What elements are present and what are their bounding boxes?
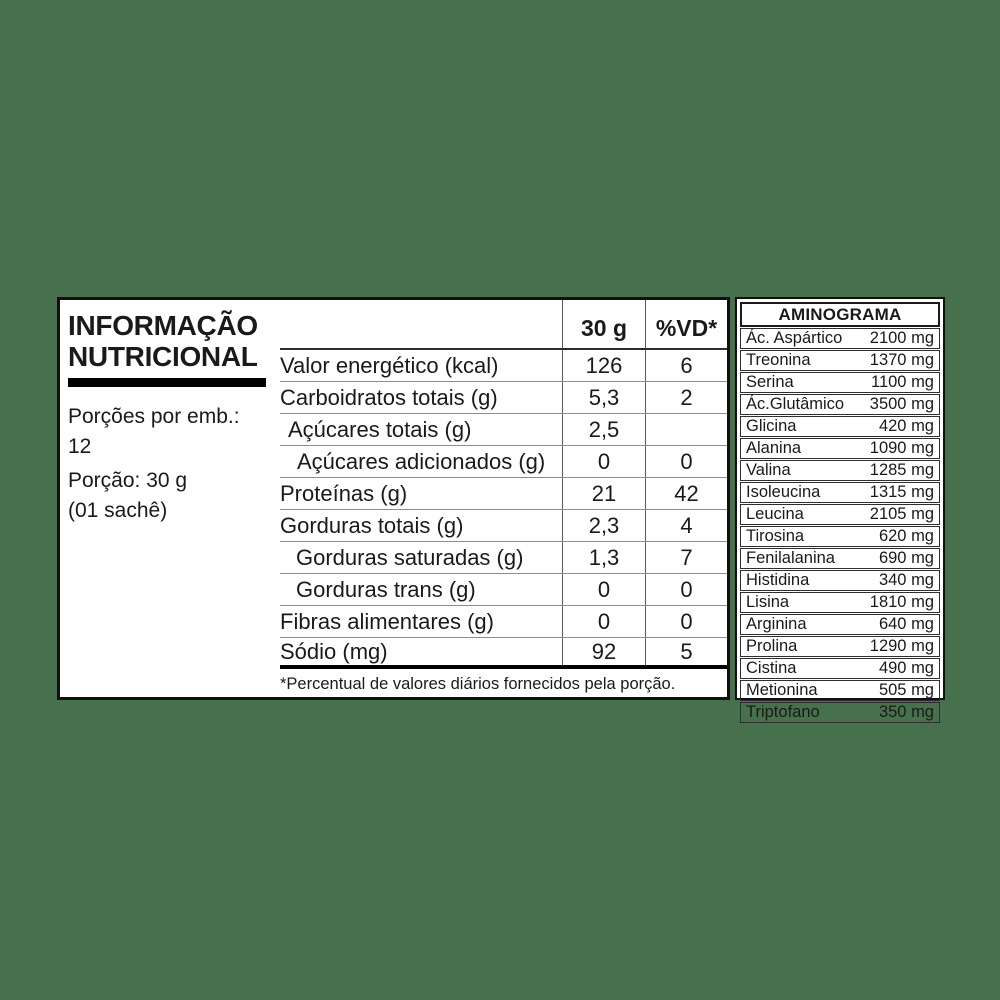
table-row-protein: [280, 478, 727, 510]
row-label: Açúcares adicionados (g): [297, 448, 546, 474]
aminogram-row-methionine: [740, 680, 940, 701]
row-dv: 42: [645, 478, 727, 509]
table-row-fiber: [280, 606, 727, 638]
amino-name: Glicina: [746, 417, 797, 435]
amino-value: 1315 mg: [869, 483, 934, 501]
row-label: Açúcares totais (g): [288, 416, 472, 442]
portion-note: (01 sachê): [68, 499, 168, 522]
amino-name: Treonina: [746, 351, 811, 369]
aminogram-row-proline: [740, 636, 940, 657]
row-amount: 0: [562, 446, 645, 477]
amino-name: Triptofano: [746, 703, 820, 721]
row-dv: 0: [645, 446, 727, 477]
aminogram-row-alanine: [740, 438, 940, 459]
row-label: Fibras alimentares (g): [280, 608, 494, 634]
column-header-amount: 30 g: [562, 300, 645, 348]
amino-name: Tirosina: [746, 527, 805, 545]
nutrition-facts-panel: [57, 297, 730, 700]
amino-value: 505 mg: [878, 681, 934, 699]
row-dv: [645, 414, 727, 445]
amino-name: Histidina: [746, 571, 810, 589]
panel-title-line1: INFORMAÇÃO: [68, 310, 258, 341]
row-amount: 2,3: [562, 510, 645, 541]
row-dv: 0: [645, 606, 727, 637]
amino-name: Metionina: [746, 681, 818, 699]
table-row-total-fat: [280, 510, 727, 542]
aminogram-row-glutamic: [740, 394, 940, 415]
table-row-sodium: [280, 638, 727, 669]
amino-value: 1290 mg: [869, 637, 934, 655]
amino-name: Serina: [746, 373, 794, 391]
row-amount: 0: [562, 606, 645, 637]
amino-value: 1810 mg: [869, 593, 934, 611]
nutrition-table-header-row: [280, 300, 727, 350]
amino-value: 3500 mg: [869, 395, 934, 413]
amino-value: 1285 mg: [869, 461, 934, 479]
panel-title-line2: NUTRICIONAL: [68, 341, 258, 372]
amino-name: Isoleucina: [746, 483, 821, 501]
aminogram-row-histidine: [740, 570, 940, 591]
row-amount: 92: [562, 638, 645, 665]
table-row-energy: [280, 350, 727, 382]
row-amount: 21: [562, 478, 645, 509]
servings-value: 12: [68, 435, 92, 458]
servings-label: Porções por emb.:: [68, 405, 240, 428]
aminogram-row-threonine: [740, 350, 940, 371]
amino-value: 690 mg: [878, 549, 934, 567]
column-header-empty: [280, 300, 562, 348]
row-amount: 0: [562, 574, 645, 605]
row-amount: 126: [562, 350, 645, 381]
row-dv: 7: [645, 542, 727, 573]
aminogram-row-isoleucine: [740, 482, 940, 503]
aminogram-row-leucine: [740, 504, 940, 525]
title-underline-bar: [68, 378, 266, 387]
row-dv: 6: [645, 350, 727, 381]
amino-value: 1370 mg: [869, 351, 934, 369]
aminogram-row-aspartic: [740, 328, 940, 349]
table-row-added-sugars: [280, 446, 727, 478]
amino-value: 340 mg: [878, 571, 934, 589]
table-row-trans-fat: [280, 574, 727, 606]
aminogram-row-tryptophan: [740, 702, 940, 723]
aminogram-row-glycine: [740, 416, 940, 437]
column-header-dv: %VD*: [645, 300, 727, 348]
nutrition-header-block: [68, 310, 280, 526]
row-label: Valor energético (kcal): [280, 352, 499, 378]
row-label: Sódio (mg): [280, 638, 388, 664]
row-label: Gorduras saturadas (g): [296, 544, 524, 570]
amino-name: Cistina: [746, 659, 797, 677]
row-dv: 2: [645, 382, 727, 413]
table-row-saturated-fat: [280, 542, 727, 574]
row-dv: 4: [645, 510, 727, 541]
row-dv: 0: [645, 574, 727, 605]
aminogram-row-cystine: [740, 658, 940, 679]
amino-value: 1090 mg: [869, 439, 934, 457]
daily-value-footnote: *Percentual de valores diários fornecidos pela porção.: [280, 675, 676, 693]
row-label: Gorduras trans (g): [296, 576, 476, 602]
amino-value: 350 mg: [878, 703, 934, 721]
amino-name: Ác.Glutâmico: [746, 395, 845, 413]
row-amount: 2,5: [562, 414, 645, 445]
amino-name: Lisina: [746, 593, 790, 611]
amino-name: Leucina: [746, 505, 804, 523]
amino-name: Alanina: [746, 439, 802, 457]
table-row-total-sugars: [280, 414, 727, 446]
aminogram-row-tyrosine: [740, 526, 940, 547]
amino-name: Prolina: [746, 637, 798, 655]
amino-value: 2100 mg: [869, 329, 934, 347]
table-row-carbs: [280, 382, 727, 414]
row-amount: 5,3: [562, 382, 645, 413]
row-amount: 1,3: [562, 542, 645, 573]
row-label: Gorduras totais (g): [280, 512, 464, 538]
amino-name: Valina: [746, 461, 791, 479]
aminogram-row-serine: [740, 372, 940, 393]
aminogram-title: AMINOGRAMA: [740, 302, 940, 327]
row-label: Carboidratos totais (g): [280, 384, 498, 410]
amino-name: Ác. Aspártico: [746, 329, 843, 347]
amino-value: 1100 mg: [871, 373, 934, 391]
amino-value: 620 mg: [878, 527, 934, 545]
amino-value: 420 mg: [878, 417, 934, 435]
portion-label: Porção: 30 g: [68, 469, 188, 492]
amino-name: Fenilalanina: [746, 549, 835, 567]
amino-value: 490 mg: [878, 659, 934, 677]
amino-name: Arginina: [746, 615, 807, 633]
aminogram-row-arginine: [740, 614, 940, 635]
aminogram-row-phenylalanine: [740, 548, 940, 569]
row-dv: 5: [645, 638, 727, 665]
aminogram-row-valine: [740, 460, 940, 481]
row-label: Proteínas (g): [280, 480, 408, 506]
amino-value: 2105 mg: [869, 505, 934, 523]
nutrition-table: [280, 300, 727, 694]
amino-value: 640 mg: [878, 615, 934, 633]
aminogram-panel: [735, 297, 945, 721]
aminogram-row-lysine: [740, 592, 940, 613]
